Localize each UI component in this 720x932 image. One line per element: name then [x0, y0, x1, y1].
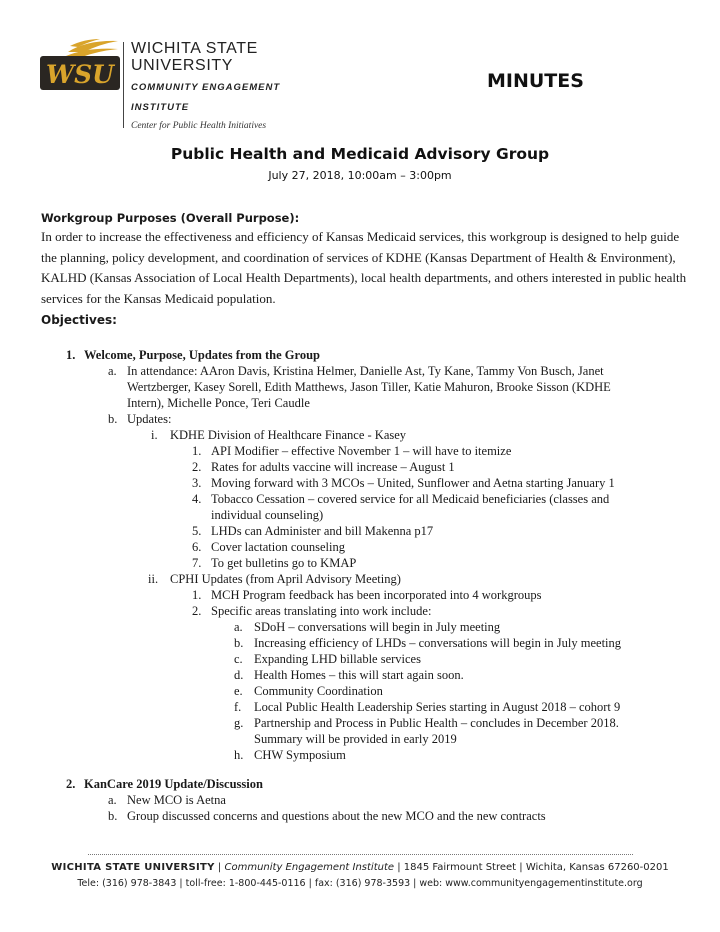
objective-item: Intern), Michelle Ponce, Teri Caudle	[127, 396, 310, 410]
objective-item: API Modifier – effective November 1 – will have to itemize	[211, 444, 512, 458]
objective-marker: 6.	[192, 540, 202, 554]
institute-name-line1: COMMUNITY ENGAGEMENT	[131, 82, 281, 93]
document-type: MINUTES	[487, 70, 584, 92]
objective-marker: 2.	[192, 604, 202, 618]
objective-marker: e.	[234, 684, 243, 698]
objective-marker: b.	[234, 636, 244, 650]
objective-item: Updates:	[127, 412, 172, 426]
objective-item: Tobacco Cessation – covered service for all Medicaid beneficiaries (classes and	[211, 492, 610, 506]
objective-marker: 1.	[66, 348, 76, 362]
objective-item: Local Public Health Leadership Series starting in August 2018 – cohort 9	[254, 700, 621, 714]
footer-org: WICHITA STATE UNIVERSITY	[51, 862, 215, 873]
objectives-heading: Objectives:	[41, 313, 117, 327]
objective-item: Community Coordination	[254, 684, 383, 698]
objective-item: In attendance: AAron Davis, Kristina Helmer, Danielle Ast, Ty Kane, Tammy Von Busch, Janet	[127, 364, 604, 378]
objective-marker: 2.	[192, 460, 202, 474]
objective-marker: c.	[234, 652, 243, 666]
objective-marker: d.	[234, 668, 244, 682]
objective-marker: a.	[108, 793, 117, 807]
objective-marker: 4.	[192, 492, 202, 506]
logo-text: WSU	[46, 60, 114, 89]
objective-marker: 5.	[192, 524, 202, 538]
center-name: Center for Public Health Initiatives	[131, 121, 267, 131]
objective-item: LHDs can Administer and bill Makenna p17	[211, 524, 434, 538]
objective-item: To get bulletins go to KMAP	[211, 556, 357, 570]
objective-item: Increasing efficiency of LHDs – conversations will begin in July meeting	[254, 636, 622, 650]
objective-item: SDoH – conversations will begin in July meeting	[254, 620, 501, 634]
wheat-icon	[66, 39, 118, 57]
purpose-heading: Workgroup Purposes (Overall Purpose):	[41, 211, 300, 225]
objective-marker: f.	[234, 700, 242, 714]
meeting-title: Public Health and Medicaid Advisory Group	[170, 145, 550, 163]
objective-item: Partnership and Process in Public Health – concludes in December 2018.	[254, 716, 619, 730]
objective-item: Specific areas translating into work include:	[211, 604, 432, 618]
objective-marker: b.	[108, 412, 118, 426]
footer-institute: Community Engagement Institute	[224, 862, 395, 873]
footer-org-line	[0, 862, 720, 873]
objective-item: Rates for adults vaccine will increase – August 1	[211, 460, 455, 474]
objective-item: Expanding LHD billable services	[254, 652, 421, 666]
header-divider	[123, 42, 124, 128]
objective-item: Summary will be provided in early 2019	[254, 732, 457, 746]
university-name-line2: UNIVERSITY	[131, 57, 234, 74]
university-brand	[131, 40, 280, 131]
objective-item: Moving forward with 3 MCOs – United, Sunflower and Aetna starting January 1	[211, 476, 615, 490]
objective-marker: 1.	[192, 588, 202, 602]
objective-item: Health Homes – this will start again soon.	[254, 668, 464, 682]
wsu-logo	[40, 38, 120, 92]
meeting-date: July 27, 2018, 10:00am – 3:00pm	[268, 169, 452, 182]
footer-contact: Tele: (316) 978-3843 | toll-free: 1-800-445-0116 | fax: (316) 978-3593 | web: www.communityengagementinstitute.org	[77, 878, 643, 889]
objective-item: MCH Program feedback has been incorporated into 4 workgroups	[211, 588, 542, 602]
objective-marker: 7.	[192, 556, 202, 570]
objective-marker: 1.	[192, 444, 202, 458]
objective-item: Group discussed concerns and questions about the new MCO and the new contracts	[127, 809, 546, 823]
objective-item: Cover lactation counseling	[211, 540, 345, 554]
objective-item: Wertzberger, Kasey Sorell, Edith Matthews, Jason Tiller, Katie Mahuron, Brooke Sisson (KDHE	[127, 380, 611, 394]
objective-heading: KanCare 2019 Update/Discussion	[84, 777, 263, 791]
objective-item: CPHI Updates (from April Advisory Meeting)	[170, 572, 401, 586]
objective-marker: i.	[151, 428, 158, 442]
footer-sep: |	[217, 862, 222, 873]
objective-marker: a.	[234, 620, 243, 634]
university-name-line1: WICHITA STATE	[131, 40, 258, 57]
objective-item: individual counseling)	[211, 508, 324, 522]
objective-marker: h.	[234, 748, 244, 762]
footer-divider	[88, 854, 633, 855]
objective-marker: 3.	[192, 476, 202, 490]
institute-name-line2: INSTITUTE	[131, 102, 190, 113]
objective-heading: Welcome, Purpose, Updates from the Group	[84, 348, 320, 362]
objective-marker: a.	[108, 364, 117, 378]
purpose-text: In order to increase the effectiveness and efficiency of Kansas Medicaid services, this workgroup is designed to help guide the planning, policy development, and coordination of services of KDHE (Kansas Department of Health & Environment), KALHD (Kansas Association of Local Health Departments), local health departments, and others interested in public health services for the Kansas Medicaid population.	[41, 229, 687, 306]
footer-address: | 1845 Fairmount Street | Wichita, Kansas 67260-0201	[397, 862, 669, 873]
objective-item: KDHE Division of Healthcare Finance - Kasey	[170, 428, 407, 442]
objective-item: CHW Symposium	[254, 748, 346, 762]
objective-marker: ii.	[148, 572, 159, 586]
objective-item: New MCO is Aetna	[127, 793, 226, 807]
objective-marker: b.	[108, 809, 118, 823]
objective-marker: 2.	[66, 777, 76, 791]
objective-marker: g.	[234, 716, 244, 730]
